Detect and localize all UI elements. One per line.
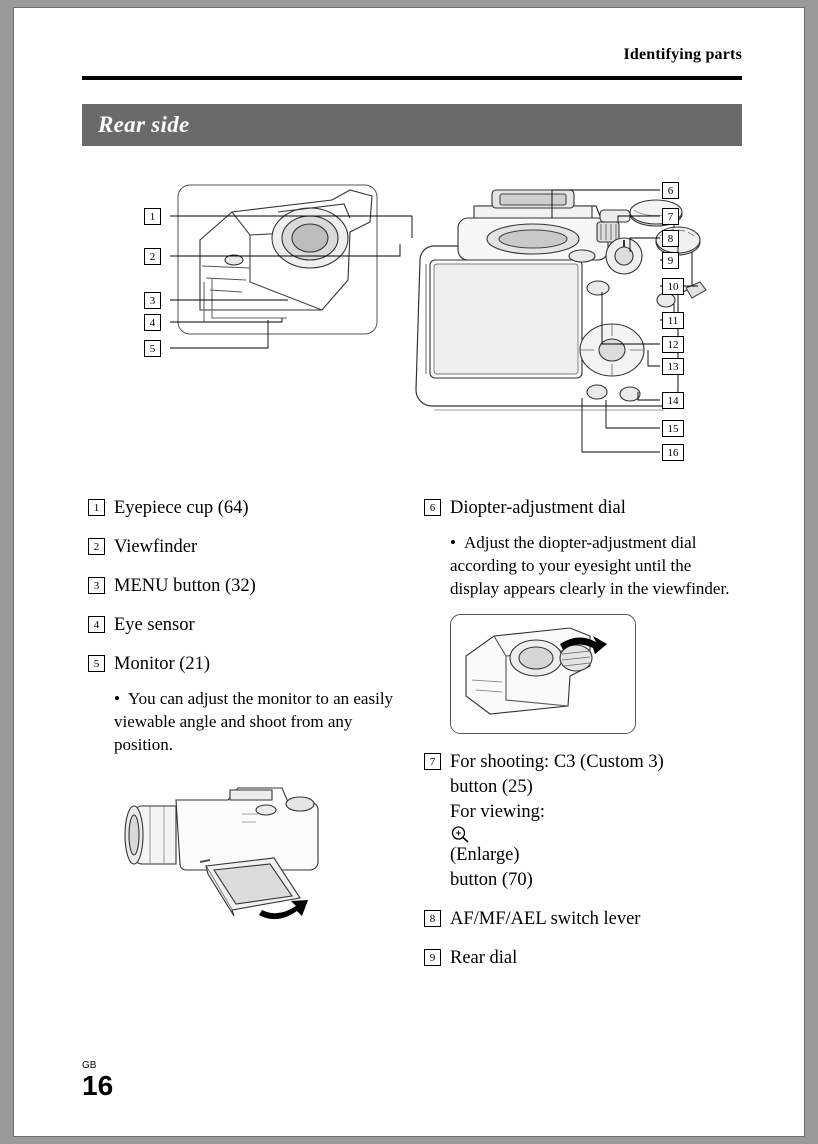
list-item bbox=[424, 750, 744, 893]
callout-12: 12 bbox=[662, 336, 684, 353]
list-item bbox=[424, 907, 744, 932]
item-number: 9 bbox=[424, 949, 441, 966]
callout-4: 4 bbox=[144, 314, 161, 331]
callout-11: 11 bbox=[662, 312, 684, 329]
magnifier-plus-icon bbox=[450, 825, 470, 843]
callout-2: 2 bbox=[144, 248, 161, 265]
item-line-2: button (25) bbox=[450, 777, 533, 797]
list-item bbox=[88, 613, 408, 638]
item-line-3 bbox=[450, 800, 744, 868]
list-item bbox=[88, 652, 408, 756]
item-line-4-text: (Enlarge) bbox=[450, 845, 520, 865]
camera-rear-illustration bbox=[82, 160, 742, 490]
list-item bbox=[88, 535, 408, 560]
item-note bbox=[114, 687, 408, 756]
document-page bbox=[14, 8, 804, 1136]
item-number: 5 bbox=[88, 655, 105, 672]
list-item bbox=[88, 496, 408, 521]
item-number: 8 bbox=[424, 910, 441, 927]
item-label: Eyepiece cup (64) bbox=[114, 498, 249, 518]
item-line-3-text: For viewing: bbox=[450, 802, 546, 822]
item-number: 3 bbox=[88, 577, 105, 594]
tilting-monitor-illustration bbox=[114, 770, 408, 930]
item-note bbox=[450, 531, 744, 600]
bullet-icon: • bbox=[450, 533, 456, 552]
rear-side-diagram bbox=[82, 160, 742, 490]
callout-5: 5 bbox=[144, 340, 161, 357]
callout-14: 14 bbox=[662, 392, 684, 409]
item-note-text: Adjust the diopter-adjustment dial according to your eyesight until the display appears clearly in the viewfinder. bbox=[450, 533, 730, 598]
item-note-text: You can adjust the monitor to an easily viewable angle and shoot from any position. bbox=[114, 689, 394, 754]
callout-1: 1 bbox=[144, 208, 161, 225]
bullet-icon: • bbox=[114, 689, 120, 708]
item-line-1: For shooting: C3 (Custom 3) bbox=[450, 752, 664, 772]
callout-9: 9 bbox=[662, 252, 679, 269]
section-title-bar bbox=[82, 104, 742, 146]
list-item bbox=[424, 946, 744, 971]
running-header bbox=[82, 46, 742, 64]
item-label: MENU button (32) bbox=[114, 576, 256, 596]
item-label: Rear dial bbox=[450, 948, 518, 968]
callout-7: 7 bbox=[662, 208, 679, 225]
item-label: Diopter-adjustment dial bbox=[450, 498, 626, 518]
list-item bbox=[88, 574, 408, 599]
page-footer bbox=[82, 1060, 113, 1101]
region-code: GB bbox=[82, 1060, 97, 1071]
item-label: Monitor (21) bbox=[114, 654, 211, 674]
item-number: 6 bbox=[424, 499, 441, 516]
callout-13: 13 bbox=[662, 358, 684, 375]
callout-3: 3 bbox=[144, 292, 161, 309]
item-line-5: button (70) bbox=[450, 870, 533, 890]
callout-15: 15 bbox=[662, 420, 684, 437]
callout-6: 6 bbox=[662, 182, 679, 199]
parts-list-right bbox=[424, 496, 744, 985]
item-label: AF/MF/AEL switch lever bbox=[450, 909, 641, 929]
header-rule bbox=[82, 76, 742, 80]
list-item bbox=[424, 496, 744, 600]
callout-8: 8 bbox=[662, 230, 679, 247]
callout-16: 16 bbox=[662, 444, 684, 461]
parts-list-left bbox=[88, 496, 408, 930]
item-number: 7 bbox=[424, 753, 441, 770]
item-number: 1 bbox=[88, 499, 105, 516]
item-label bbox=[450, 750, 744, 893]
page-number: 16 bbox=[82, 1070, 114, 1101]
diopter-dial-illustration bbox=[450, 614, 744, 734]
callout-10: 10 bbox=[662, 278, 684, 295]
item-label: Viewfinder bbox=[114, 537, 198, 557]
item-number: 2 bbox=[88, 538, 105, 555]
item-number: 4 bbox=[88, 616, 105, 633]
section-title: Rear side bbox=[98, 112, 190, 137]
item-label: Eye sensor bbox=[114, 615, 195, 635]
header-title: Identifying parts bbox=[623, 46, 742, 63]
